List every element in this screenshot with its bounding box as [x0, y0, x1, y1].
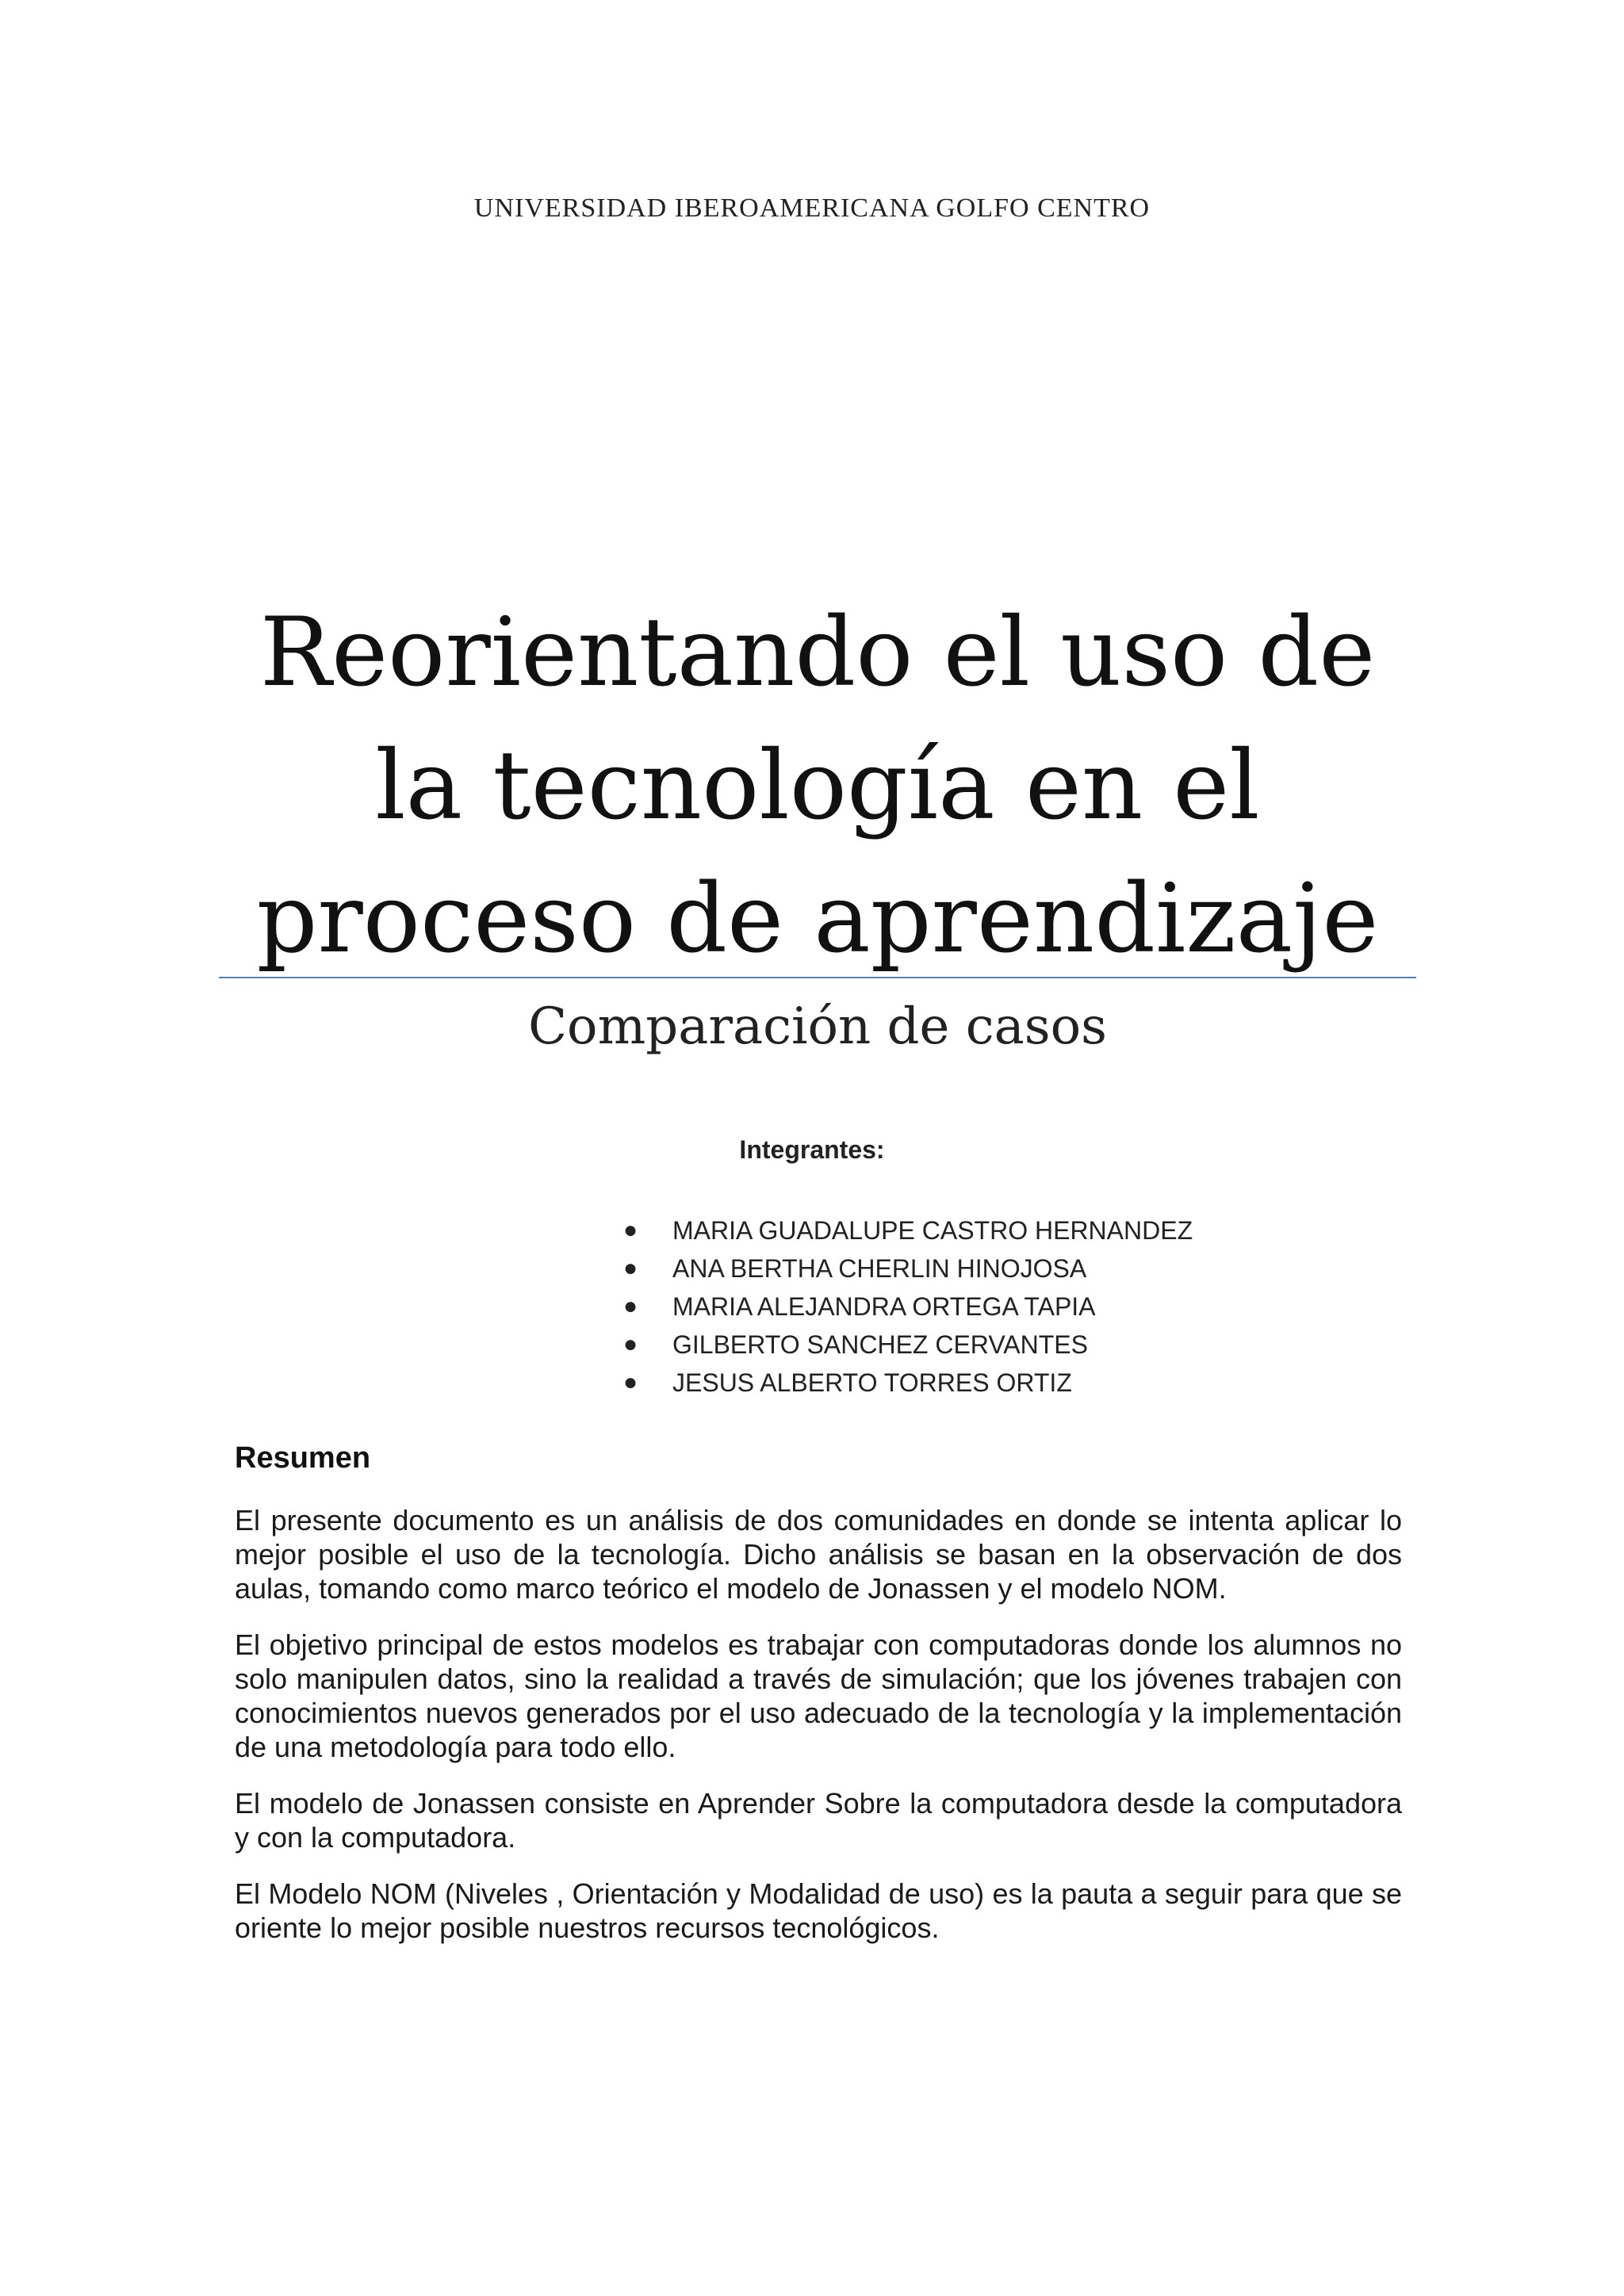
member-item	[623, 1364, 1193, 1402]
member-name: ANA BERTHA CHERLIN HINOJOSA	[672, 1254, 1087, 1283]
member-item	[623, 1211, 1193, 1249]
members-list	[623, 1211, 1193, 1402]
member-item	[623, 1249, 1193, 1288]
document-title: Reorientando el uso de la tecnología en el proceso de aprendizaje	[256, 598, 1379, 974]
member-name: GILBERTO SANCHEZ CERVANTES	[672, 1330, 1088, 1359]
bullet-icon: ●	[623, 1293, 638, 1319]
university-name: UNIVERSIDAD IBEROAMERICANA GOLFO CENTRO	[473, 193, 1151, 223]
member-item	[623, 1326, 1193, 1364]
member-name: MARIA GUADALUPE CASTRO HERNANDEZ	[672, 1216, 1193, 1245]
member-item	[623, 1288, 1193, 1326]
member-name: MARIA ALEJANDRA ORTEGA TAPIA	[672, 1292, 1096, 1321]
abstract-body	[235, 1503, 1402, 1967]
bullet-icon: ●	[623, 1369, 638, 1395]
document-subtitle: Comparación de casos	[528, 997, 1107, 1056]
abstract-paragraph: El objetivo principal de estos modelos es trabajar con computadoras donde los alumnos no solo manipulen datos, sino la realidad a través de simulación; que los jóvenes trabajen con conocimientos nuevos generados por el uso adecuado de la tecnología y la implementación de una metodología para todo ello.	[235, 1628, 1402, 1763]
abstract-heading: Resumen	[235, 1441, 371, 1475]
bullet-icon: ●	[623, 1255, 638, 1281]
bullet-icon: ●	[623, 1217, 638, 1243]
abstract-paragraph: El Modelo NOM (Niveles , Orientación y Modalidad de uso) es la pauta a seguir para que se oriente lo mejor posible nuestros recursos tecnológicos.	[235, 1877, 1402, 1944]
member-name: JESUS ALBERTO TORRES ORTIZ	[672, 1368, 1072, 1397]
abstract-paragraph: El presente documento es un análisis de dos comunidades en donde se intenta aplicar lo mejor posible el uso de la tecnología. Dicho análisis se basan en la observación de dos aulas, tomando como marco teórico el modelo de Jonassen y el modelo NOM.	[235, 1504, 1402, 1605]
title-underline	[219, 977, 1416, 978]
abstract-paragraph: El modelo de Jonassen consiste en Aprender Sobre la computadora desde la computadora y con la computadora.	[235, 1787, 1402, 1854]
bullet-icon: ●	[623, 1331, 638, 1357]
members-label: Integrantes:	[739, 1135, 885, 1164]
